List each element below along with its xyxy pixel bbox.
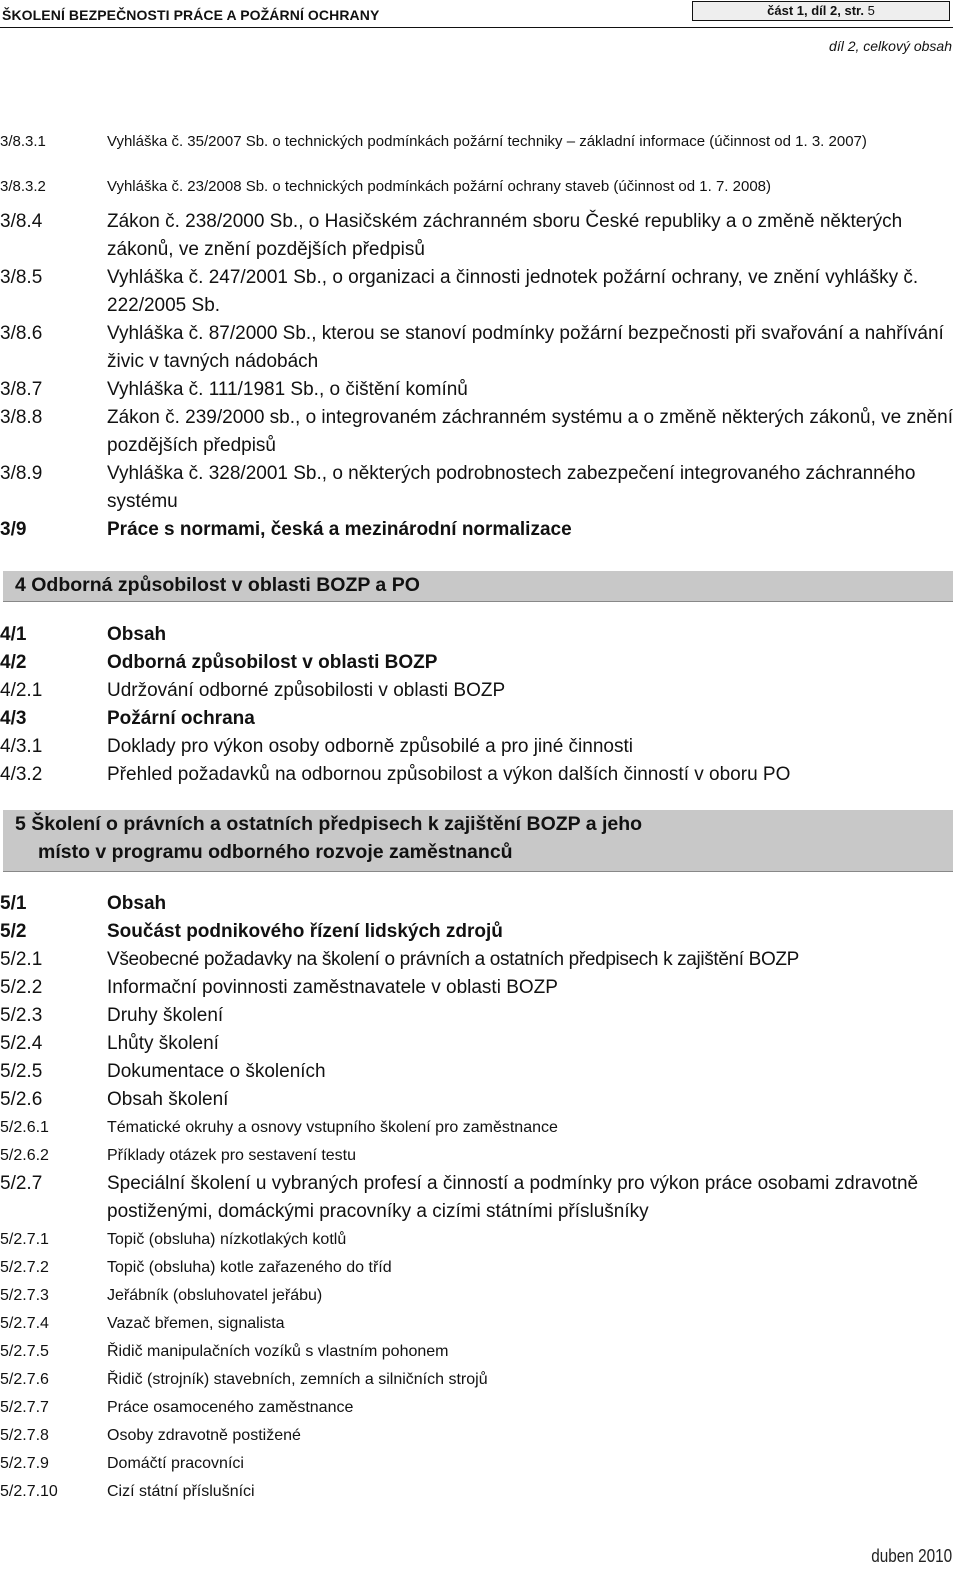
entry-number: 5/2.7.8 (0, 1427, 49, 1444)
entry-number: 4/2 (0, 652, 27, 673)
entry-number: 3/8.9 (0, 463, 43, 484)
entry-number: 3/8.6 (0, 323, 43, 344)
entry-number: 5/2.7.1 (0, 1231, 49, 1248)
entry-text: Vyhláška č. 23/2008 Sb. o technických podmínkách požární ochrany staveb (účinnost od 1. 7. 2008) (107, 178, 772, 195)
entry-text: Obsah (107, 624, 167, 645)
entry-number: 5/2.7.6 (0, 1371, 49, 1388)
entry-text: Cizí státní příslušníci (107, 1483, 255, 1500)
entry-text: Řidič manipulačních vozíků s vlastním pohonem (107, 1343, 449, 1360)
entry-text: Doklady pro výkon osoby odborně způsobilé a pro jiné činnosti (107, 736, 633, 757)
entry-text: Řidič (strojník) stavebních, zemních a silničních strojů (107, 1371, 488, 1388)
entry-number: 5/2.7 (0, 1173, 43, 1194)
entry-number: 5/2.7.9 (0, 1455, 49, 1472)
entry-number: 5/2 (0, 921, 27, 942)
entry-number: 5/1 (0, 893, 27, 914)
entry-number: 5/2.7.7 (0, 1399, 49, 1416)
header-divider (0, 27, 953, 28)
entry-number: 5/2.6.2 (0, 1147, 49, 1164)
entry-text: Topič (obsluha) nízkotlakých kotlů (107, 1231, 347, 1248)
entry-text: Dokumentace o školeních (107, 1061, 326, 1082)
entry-text: Domáčtí pracovníci (107, 1455, 244, 1472)
entry-text: Odborná způsobilost v oblasti BOZP (107, 652, 438, 673)
entry-text: Obsah (107, 893, 167, 914)
entry-number: 5/2.1 (0, 949, 43, 970)
entry-number: 3/8.3.1 (0, 133, 46, 150)
entry-text: Práce osamoceného zaměstnance (107, 1399, 354, 1416)
section-heading-4: 4 Odborná způsobilost v oblasti BOZP a PO (3, 571, 953, 602)
entry-text: Lhůty školení (107, 1033, 219, 1054)
section-heading-line: 5 Školení o právních a ostatních předpisech k zajištění BOZP a jeho (15, 813, 643, 835)
entry-text: Informační povinnosti zaměstnavatele v oblasti BOZP (107, 977, 558, 998)
entry-text: Osoby zdravotně postižené (107, 1427, 301, 1444)
entry-text: Vyhláška č. 247/2001 Sb., o organizaci a činnosti jednotek požární ochrany, ve znění vyhlášky č. 222/2005 Sb. (107, 267, 919, 316)
entry-text: Požární ochrana (107, 708, 255, 729)
entry-number: 5/2.5 (0, 1061, 43, 1082)
section-heading-line: místo v programu odborného rozvoje zaměstnanců (38, 841, 513, 863)
entry-text: Přehled požadavků na odbornou způsobilost a výkon dalších činností v oboru PO (107, 764, 791, 785)
entry-number: 4/2.1 (0, 680, 43, 701)
document-title: ŠKOLENÍ BEZPEČNOSTI PRÁCE A POŽÁRNÍ OCHRANY (2, 7, 380, 23)
entry-text: Tématické okruhy a osnovy vstupního školení pro zaměstnance (107, 1119, 558, 1136)
entry-text: Práce s normami, česká a mezinárodní normalizace (107, 519, 572, 540)
entry-number: 3/8.7 (0, 379, 43, 400)
entry-number: 4/1 (0, 624, 27, 645)
entry-text: Vyhláška č. 111/1981 Sb., o čištění komínů (107, 379, 468, 400)
entry-text: Vyhláška č. 328/2001 Sb., o některých podrobnostech zabezpečení integrovaného záchranného systému (107, 463, 916, 512)
part-label: část 1, díl 2, str. (767, 3, 864, 18)
entry-number: 5/2.7.2 (0, 1259, 49, 1276)
entry-number: 3/8.4 (0, 211, 43, 232)
entry-number: 5/2.6 (0, 1089, 43, 1110)
entry-number: 5/2.6.1 (0, 1119, 49, 1136)
header-subtitle: díl 2, celkový obsah (829, 38, 952, 54)
entry-text: Součást podnikového řízení lidských zdrojů (107, 921, 503, 942)
entry-number: 3/8.8 (0, 407, 43, 428)
entry-number: 3/8.3.2 (0, 178, 46, 195)
entry-text: Příklady otázek pro sestavení testu (107, 1147, 357, 1164)
entry-number: 5/2.7.5 (0, 1343, 49, 1360)
entry-number: 5/2.2 (0, 977, 43, 998)
entry-text: Všeobecné požadavky na školení o právních a ostatních předpisech k zajištění BOZP (107, 949, 799, 970)
entry-text: Udržování odborné způsobilosti v oblasti BOZP (107, 680, 506, 701)
entry-text: Jeřábník (obsluhovatel jeřábu) (107, 1287, 323, 1304)
entry-text: Vyhláška č. 35/2007 Sb. o technických podmínkách požární techniky – základní informace (účinnost od 1. 3. 2007) (107, 133, 867, 150)
entry-number: 5/2.7.4 (0, 1315, 49, 1332)
entry-text: Vazač břemen, signalista (107, 1315, 285, 1332)
entry-number: 5/2.7.3 (0, 1287, 49, 1304)
entry-number: 4/3.2 (0, 764, 43, 785)
entry-number: 5/2.7.10 (0, 1483, 58, 1500)
entry-text: Obsah školení (107, 1089, 229, 1110)
entry-text: Vyhláška č. 87/2000 Sb., kterou se stanoví podmínky požární bezpečnosti při svařování a nahřívání živic v tavných nádobách (107, 323, 944, 372)
page-reference-box (692, 1, 950, 21)
entry-text: Zákon č. 239/2000 sb., o integrovaném záchranném systému a o změně některých zákonů, ve znění pozdějších předpisů (107, 407, 953, 456)
section-heading-5 (3, 810, 953, 872)
entry-text: Zákon č. 238/2000 Sb., o Hasičském záchranném sboru České republiky a o změně některých zákonů, ve znění pozdějších předpisů (107, 211, 903, 260)
entry-number: 5/2.3 (0, 1005, 43, 1026)
entry-number: 4/3.1 (0, 736, 43, 757)
entry-text: Druhy školení (107, 1005, 224, 1026)
entry-number: 3/9 (0, 519, 27, 540)
page-number: 5 (867, 3, 875, 18)
entry-number: 5/2.4 (0, 1033, 43, 1054)
footer-date: duben 2010 (871, 1546, 952, 1566)
entry-text: Speciální školení u vybraných profesí a činností a podmínky pro výkon práce osobami zdravotně postiženými, domáckými pracovníky a cizími státními příslušníky (107, 1173, 919, 1222)
entry-text: Topič (obsluha) kotle zařazeného do tříd (107, 1259, 392, 1276)
toc-entry (0, 131, 955, 175)
entry-number: 3/8.5 (0, 267, 43, 288)
entry-number: 4/3 (0, 708, 27, 729)
